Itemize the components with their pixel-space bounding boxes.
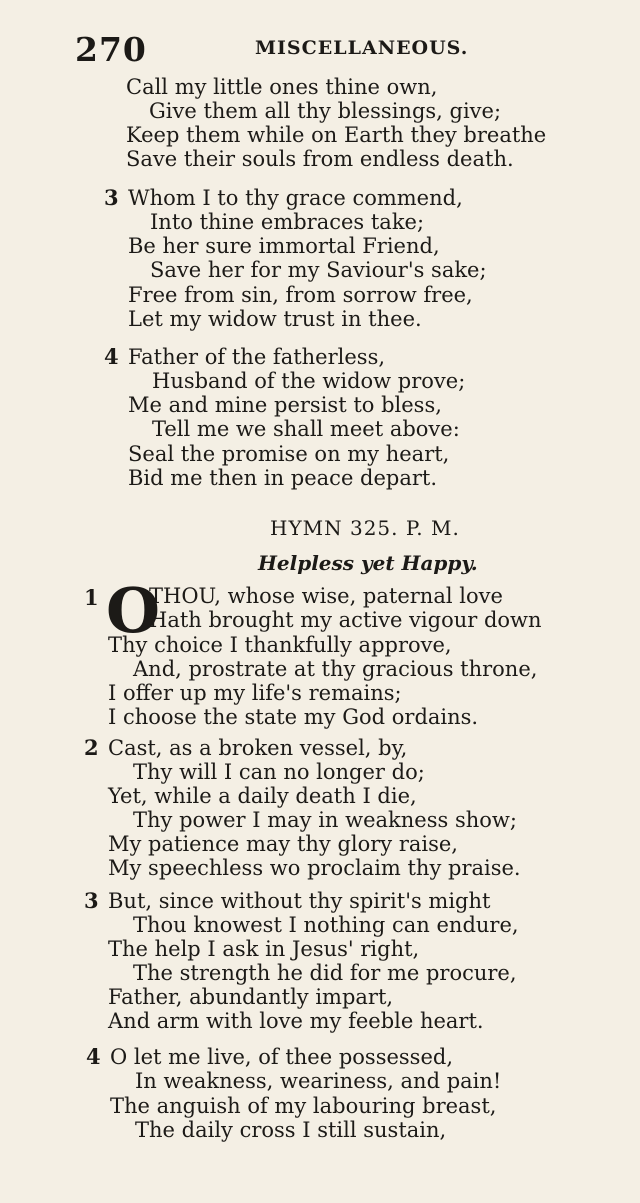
verse-line: The help I ask in Jesus' right, [108,937,420,961]
verse-line: I offer up my life's remains; [108,681,402,705]
page-header [75,30,600,70]
verse-line: Seal the promise on my heart, [128,442,450,466]
verse-line: In weakness, weariness, and pain! [135,1069,502,1093]
verse-line: Father of the fatherless, [128,345,386,369]
verse-line: The anguish of my labouring breast, [110,1094,497,1118]
verse-line: My speechless wo proclaim thy praise. [108,856,521,880]
verse-line: Keep them while on Earth they breathe [126,123,547,147]
verse-line: Father, abundantly impart, [108,985,394,1009]
verse-line: And arm with love my feeble heart. [108,1009,484,1033]
verse-line: Yet, while a daily death I die, [108,784,417,808]
verse-line: Be her sure immortal Friend, [128,234,440,258]
hymn-title: HYMN 325. P. M. [270,516,460,540]
verse-line: Thy will I can no longer do; [133,760,425,784]
verse-line: The daily cross I still sustain, [135,1118,447,1142]
page-number: 270 [75,30,147,69]
verse-line: Give them all thy blessings, give; [149,99,502,123]
stanza-number: 1 [84,585,99,610]
verse-line: Call my little ones thine own, [126,75,438,99]
verse-line: Thy choice I thankfully approve, [108,633,452,657]
verse-line: O let me live, of thee possessed, [110,1045,453,1069]
verse-line: Into thine embraces take; [150,210,425,234]
verse-line: Whom I to thy grace commend, [128,186,463,210]
verse-line: Cast, as a broken vessel, by, [108,736,408,760]
stanza-number: 3 [104,185,119,210]
verse-line: I choose the state my God ordains. [108,705,479,729]
verse-line: Hath brought my active vigour down [149,608,542,632]
verse-line: Free from sin, from sorrow free, [128,283,473,307]
verse-line: Save her for my Saviour's sake; [150,258,487,282]
verse-line: Save their souls from endless death. [126,147,514,171]
stanza-number: 4 [86,1044,101,1069]
stanza-number: 2 [84,735,99,760]
verse-line: Thou knowest I nothing can endure, [133,913,519,937]
verse-line: Thy power I may in weakness show; [133,808,517,832]
stanza-number: 3 [84,888,99,913]
stanza-number: 4 [104,344,119,369]
verse-line: My patience may thy glory raise, [108,832,458,856]
verse-line: Me and mine persist to bless, [128,393,442,417]
verse-line: Bid me then in peace depart. [128,466,438,490]
hymn-subtitle: Helpless yet Happy. [258,551,478,575]
verse-line: Husband of the widow prove; [152,369,466,393]
verse-line: Let my widow trust in thee. [128,307,422,331]
verse-line: Tell me we shall meet above: [152,417,460,441]
verse-line: The strength he did for me procure, [133,961,517,985]
verse-line: THOU, whose wise, paternal love [149,584,503,608]
drop-cap: O [106,574,161,647]
verse-line: But, since without thy spirit's might [108,889,491,913]
section-title: MISCELLANEOUS. [255,37,469,59]
verse-line: And, prostrate at thy gracious throne, [133,657,538,681]
